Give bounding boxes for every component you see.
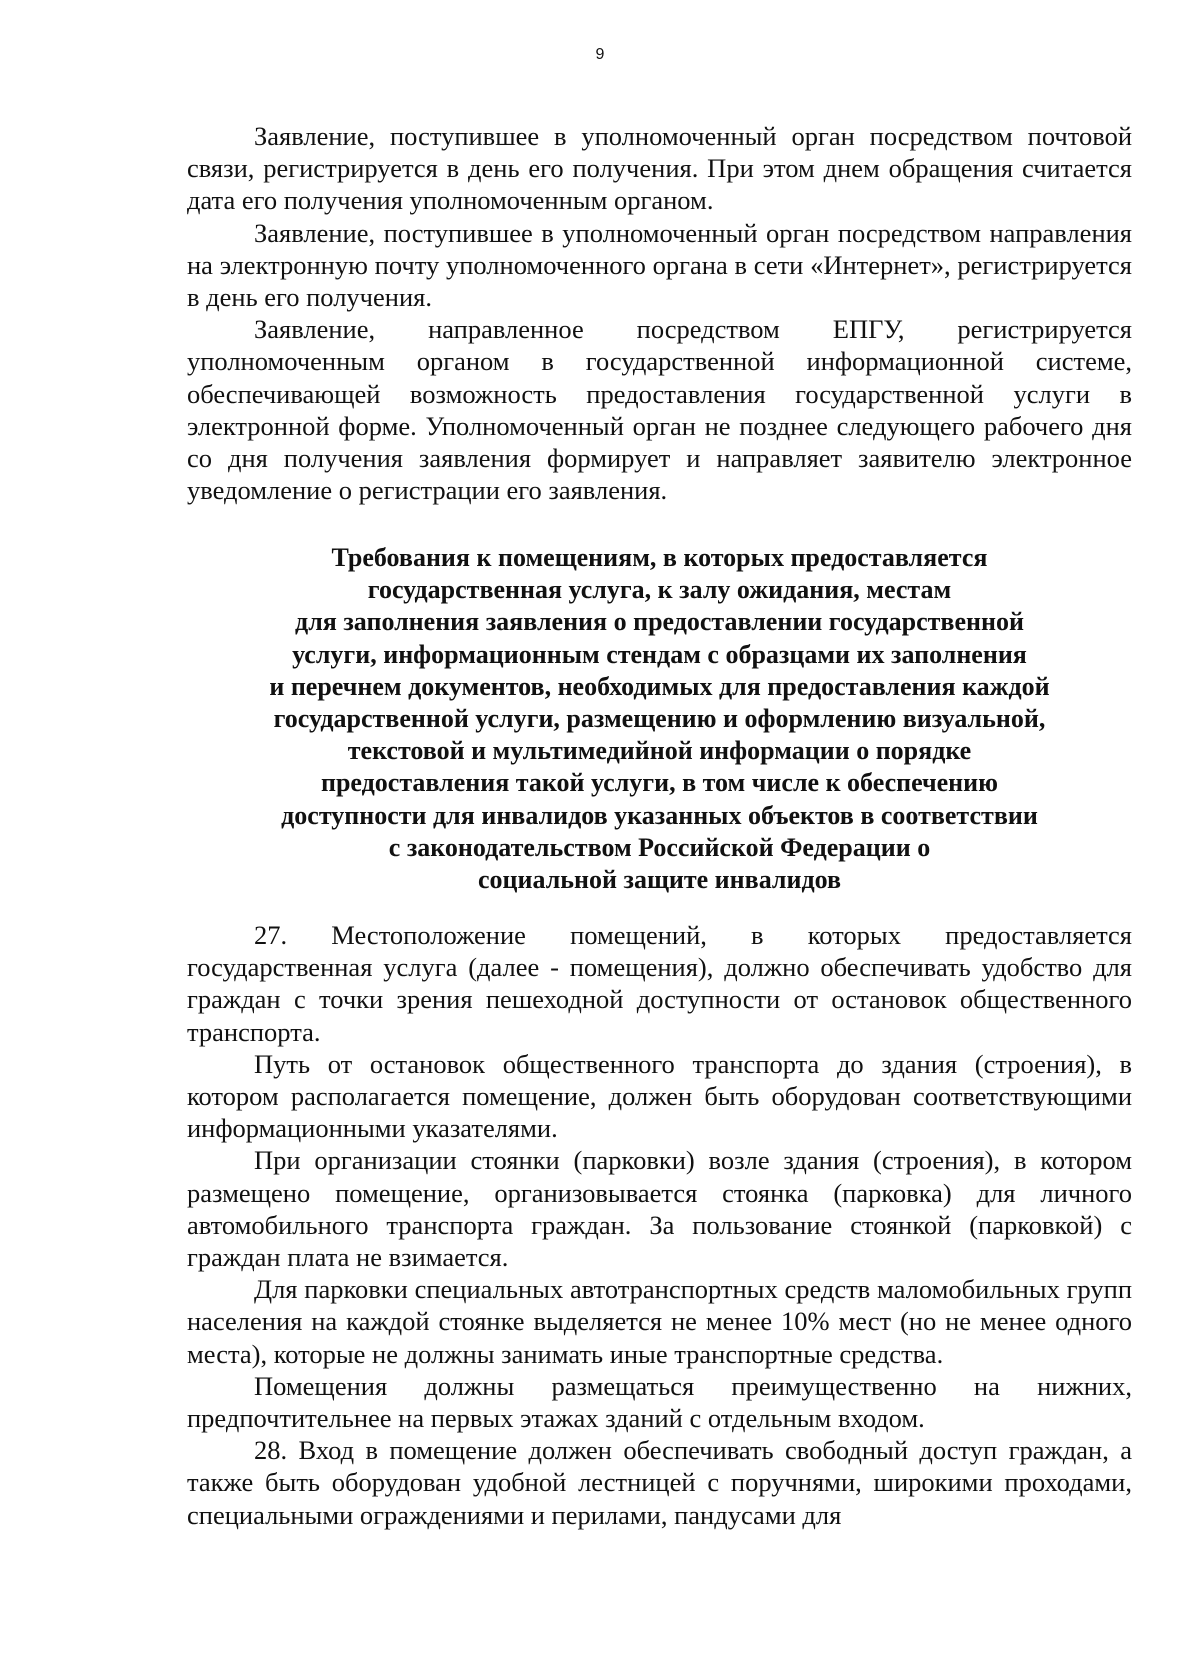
paragraph-epgu-application: Заявление, направленное посредством ЕПГУ, регистрируется уполномоченным органом в государственной информационной системе, обеспечивающей возможность предоставления государственной услуги в электронной форме. Уполномоченный орган не позднее следующего рабочего дня со дня получения заявления формирует и направляет заявителю электронное уведомление о регистрации его заявления. (187, 314, 1132, 506)
paragraph-postal-application: Заявление, поступившее в уполномоченный орган посредством почтовой связи, регистрируется в день его получения. При этом днем обращения считается дата его получения уполномоченным органом. (187, 121, 1132, 216)
paragraph-parking: При организации стоянки (парковки) возле здания (строения), в котором размещено помещение, организовывается стоянка (парковка) для личного автомобильного транспорта граждан. За пользование стоянкой (парковкой) с граждан плата не взимается. (187, 1145, 1132, 1273)
section-title-line: предоставления такой услуги, в том числе к обеспечению (320, 768, 999, 798)
section-title-line: государственная услуга, к залу ожидания, местам (367, 575, 952, 605)
page-number: 9 (595, 46, 605, 63)
section-title-line: текстовой и мультимедийной информации о порядке (347, 736, 972, 766)
section-title-line: с законодательством Российской Федерации о (388, 832, 931, 862)
section-title-line: государственной услуги, размещению и оформлению визуальной, (273, 704, 1046, 734)
section-title-line: для заполнения заявления о предоставлении государственной (295, 607, 1024, 637)
paragraph-28-entrance: 28. Вход в помещение должен обеспечивать свободный доступ граждан, а также быть оборудован удобной лестницей с поручнями, широкими проходами, специальными ограждениями и перилами, пандусами для (187, 1435, 1132, 1530)
section-title-line: доступности для инвалидов указанных объектов в соответствии (281, 800, 1038, 830)
paragraph-route-signs: Путь от остановок общественного транспорта до здания (строения), в котором располагается помещение, должен быть оборудован соответствующими информационными указателями. (187, 1048, 1132, 1144)
section-title-line: Требования к помещениям, в которых предоставляется (331, 543, 988, 572)
paragraph-27-location: 27. Местоположение помещений, в которых предоставляется государственная услуга (далее - помещения), должно обеспечивать удобство для граждан с точки зрения пешеходной доступности от остановок общественного транспорта. (187, 920, 1132, 1047)
section-title-line: и перечнем документов, необходимых для предоставления каждой (269, 671, 1050, 701)
paragraph-floor-placement: Помещения должны размещаться преимущественно на нижних, предпочтительнее на первых этажах зданий с отдельным входом. (187, 1370, 1132, 1434)
body-text-top (187, 120, 1132, 506)
paragraph-disabled-parking: Для парковки специальных автотранспортных средств маломобильных групп населения на каждой стоянке выделяется не менее 10% мест (но не менее одного места), которые не должны занимать иные транспортные средства. (187, 1274, 1132, 1369)
body-text-bottom (187, 919, 1132, 1531)
paragraph-email-application: Заявление, поступившее в уполномоченный орган посредством направления на электронную почту уполномоченного органа в сети «Интернет», регистрируется в день его получения. (187, 217, 1132, 313)
section-title-line: услуги, информационным стендам с образцами их заполнения (292, 639, 1027, 669)
section-title-line: социальной защите инвалидов (477, 865, 842, 895)
section-title (187, 542, 1132, 896)
